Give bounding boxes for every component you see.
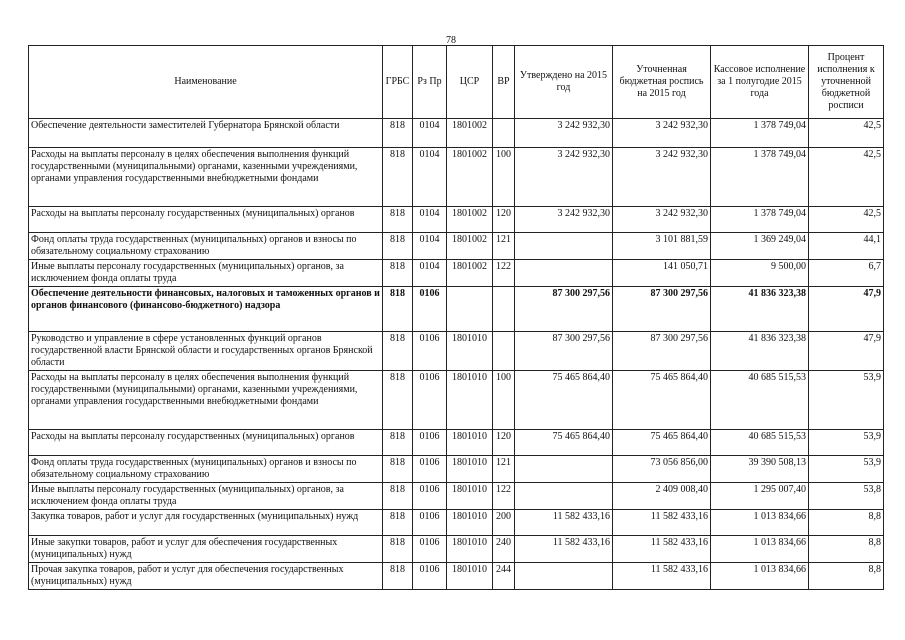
cell-percent: 53,9 bbox=[809, 456, 884, 483]
cell-approved: 11 582 433,16 bbox=[515, 536, 613, 563]
cell-vr: 240 bbox=[493, 536, 515, 563]
cell-grbs: 818 bbox=[383, 148, 413, 207]
table-row bbox=[29, 119, 884, 148]
cell-rzpr: 0104 bbox=[413, 207, 447, 233]
cell-csr: 1801010 bbox=[447, 563, 493, 590]
cell-csr: 1801002 bbox=[447, 148, 493, 207]
budget-table bbox=[28, 45, 884, 590]
cell-refined: 2 409 008,40 bbox=[613, 483, 711, 510]
table-row bbox=[29, 332, 884, 371]
cell-refined: 87 300 297,56 bbox=[613, 287, 711, 332]
cell-rzpr: 0104 bbox=[413, 148, 447, 207]
cell-approved: 87 300 297,56 bbox=[515, 287, 613, 332]
cell-cash: 40 685 515,53 bbox=[711, 371, 809, 430]
cell-name: Руководство и управление в сфере установленных функций органов государственной власти Брянской области и государственных органов Брянской области bbox=[29, 332, 383, 371]
table-row bbox=[29, 510, 884, 536]
cell-percent: 8,8 bbox=[809, 563, 884, 590]
cell-vr: 100 bbox=[493, 148, 515, 207]
cell-refined: 3 242 932,30 bbox=[613, 207, 711, 233]
cell-refined: 75 465 864,40 bbox=[613, 371, 711, 430]
cell-grbs: 818 bbox=[383, 430, 413, 456]
cell-csr: 1801002 bbox=[447, 207, 493, 233]
cell-refined: 3 242 932,30 bbox=[613, 148, 711, 207]
cell-refined: 3 242 932,30 bbox=[613, 119, 711, 148]
cell-rzpr: 0106 bbox=[413, 510, 447, 536]
cell-grbs: 818 bbox=[383, 332, 413, 371]
cell-grbs: 818 bbox=[383, 287, 413, 332]
cell-csr: 1801002 bbox=[447, 119, 493, 148]
cell-name: Фонд оплаты труда государственных (муниципальных) органов и взносы по обязательному социальному страхованию bbox=[29, 233, 383, 260]
cell-approved: 3 242 932,30 bbox=[515, 207, 613, 233]
header-row bbox=[29, 46, 884, 119]
cell-grbs: 818 bbox=[383, 260, 413, 287]
cell-csr: 1801002 bbox=[447, 233, 493, 260]
header-name: Наименование bbox=[29, 46, 383, 119]
cell-rzpr: 0106 bbox=[413, 456, 447, 483]
cell-refined: 141 050,71 bbox=[613, 260, 711, 287]
cell-rzpr: 0106 bbox=[413, 483, 447, 510]
cell-cash: 1 295 007,40 bbox=[711, 483, 809, 510]
cell-percent: 8,8 bbox=[809, 536, 884, 563]
cell-cash: 9 500,00 bbox=[711, 260, 809, 287]
cell-rzpr: 0106 bbox=[413, 371, 447, 430]
table-row bbox=[29, 483, 884, 510]
table-row bbox=[29, 456, 884, 483]
cell-rzpr: 0104 bbox=[413, 260, 447, 287]
cell-refined: 11 582 433,16 bbox=[613, 536, 711, 563]
header-grbs: ГРБС bbox=[383, 46, 413, 119]
cell-vr: 121 bbox=[493, 456, 515, 483]
cell-csr: 1801002 bbox=[447, 260, 493, 287]
cell-approved: 75 465 864,40 bbox=[515, 430, 613, 456]
cell-name: Обеспечение деятельности заместителей Губернатора Брянской области bbox=[29, 119, 383, 148]
cell-csr: 1801010 bbox=[447, 430, 493, 456]
cell-percent: 53,9 bbox=[809, 430, 884, 456]
cell-percent: 42,5 bbox=[809, 148, 884, 207]
cell-grbs: 818 bbox=[383, 371, 413, 430]
cell-percent: 53,8 bbox=[809, 483, 884, 510]
cell-cash: 1 378 749,04 bbox=[711, 119, 809, 148]
cell-vr bbox=[493, 332, 515, 371]
cell-percent: 8,8 bbox=[809, 510, 884, 536]
cell-approved: 11 582 433,16 bbox=[515, 510, 613, 536]
cell-vr: 200 bbox=[493, 510, 515, 536]
table-row bbox=[29, 287, 884, 332]
cell-rzpr: 0106 bbox=[413, 563, 447, 590]
header-cash: Кассовое исполнение за 1 полугодие 2015 года bbox=[711, 46, 809, 119]
cell-percent: 44,1 bbox=[809, 233, 884, 260]
cell-grbs: 818 bbox=[383, 119, 413, 148]
cell-approved: 87 300 297,56 bbox=[515, 332, 613, 371]
table-row bbox=[29, 207, 884, 233]
cell-grbs: 818 bbox=[383, 536, 413, 563]
cell-cash: 1 013 834,66 bbox=[711, 536, 809, 563]
cell-vr: 122 bbox=[493, 483, 515, 510]
cell-vr: 100 bbox=[493, 371, 515, 430]
cell-vr: 122 bbox=[493, 260, 515, 287]
cell-percent: 47,9 bbox=[809, 287, 884, 332]
cell-cash: 41 836 323,38 bbox=[711, 287, 809, 332]
cell-csr: 1801010 bbox=[447, 510, 493, 536]
cell-cash: 41 836 323,38 bbox=[711, 332, 809, 371]
cell-rzpr: 0106 bbox=[413, 430, 447, 456]
cell-cash: 40 685 515,53 bbox=[711, 430, 809, 456]
table-row bbox=[29, 430, 884, 456]
cell-name: Закупка товаров, работ и услуг для государственных (муниципальных) нужд bbox=[29, 510, 383, 536]
cell-grbs: 818 bbox=[383, 510, 413, 536]
page-number: 78 bbox=[446, 35, 456, 46]
header-vr: ВР bbox=[493, 46, 515, 119]
cell-grbs: 818 bbox=[383, 563, 413, 590]
cell-csr: 1801010 bbox=[447, 332, 493, 371]
header-percent: Процент исполнения к уточненной бюджетной росписи bbox=[809, 46, 884, 119]
cell-rzpr: 0106 bbox=[413, 536, 447, 563]
header-refined: Уточненная бюджетная роспись на 2015 год bbox=[613, 46, 711, 119]
cell-csr: 1801010 bbox=[447, 456, 493, 483]
cell-name: Расходы на выплаты персоналу государственных (муниципальных) органов bbox=[29, 207, 383, 233]
cell-rzpr: 0106 bbox=[413, 332, 447, 371]
header-csr: ЦСР bbox=[447, 46, 493, 119]
table-row bbox=[29, 563, 884, 590]
cell-refined: 3 101 881,59 bbox=[613, 233, 711, 260]
cell-refined: 73 056 856,00 bbox=[613, 456, 711, 483]
cell-vr bbox=[493, 287, 515, 332]
cell-percent: 42,5 bbox=[809, 119, 884, 148]
cell-approved bbox=[515, 233, 613, 260]
cell-name: Расходы на выплаты персоналу государственных (муниципальных) органов bbox=[29, 430, 383, 456]
cell-cash: 39 390 508,13 bbox=[711, 456, 809, 483]
cell-refined: 87 300 297,56 bbox=[613, 332, 711, 371]
cell-csr: 1801010 bbox=[447, 371, 493, 430]
cell-approved: 3 242 932,30 bbox=[515, 148, 613, 207]
cell-rzpr: 0104 bbox=[413, 119, 447, 148]
cell-approved: 3 242 932,30 bbox=[515, 119, 613, 148]
cell-vr: 120 bbox=[493, 207, 515, 233]
cell-vr: 244 bbox=[493, 563, 515, 590]
cell-cash: 1 013 834,66 bbox=[711, 510, 809, 536]
cell-approved bbox=[515, 483, 613, 510]
cell-approved: 75 465 864,40 bbox=[515, 371, 613, 430]
cell-csr: 1801010 bbox=[447, 536, 493, 563]
cell-approved bbox=[515, 456, 613, 483]
table-row bbox=[29, 536, 884, 563]
cell-rzpr: 0106 bbox=[413, 287, 447, 332]
cell-grbs: 818 bbox=[383, 483, 413, 510]
cell-csr: 1801010 bbox=[447, 483, 493, 510]
cell-vr bbox=[493, 119, 515, 148]
cell-name: Расходы на выплаты персоналу в целях обеспечения выполнения функций государственными (муниципальными) органами, казенными учреждениями, органами управления государственными внебюджетными фондами bbox=[29, 371, 383, 430]
cell-percent: 53,9 bbox=[809, 371, 884, 430]
cell-refined: 11 582 433,16 bbox=[613, 563, 711, 590]
cell-refined: 11 582 433,16 bbox=[613, 510, 711, 536]
cell-cash: 1 013 834,66 bbox=[711, 563, 809, 590]
cell-percent: 42,5 bbox=[809, 207, 884, 233]
cell-grbs: 818 bbox=[383, 233, 413, 260]
table-row bbox=[29, 371, 884, 430]
cell-name: Расходы на выплаты персоналу в целях обеспечения выполнения функций государственными (муниципальными) органами, казенными учреждениями, органами управления государственными внебюджетными фондами bbox=[29, 148, 383, 207]
cell-name: Иные выплаты персоналу государственных (муниципальных) органов, за исключением фонда оплаты труда bbox=[29, 260, 383, 287]
cell-cash: 1 369 249,04 bbox=[711, 233, 809, 260]
cell-name: Прочая закупка товаров, работ и услуг для обеспечения государственных (муниципальных) нужд bbox=[29, 563, 383, 590]
cell-percent: 6,7 bbox=[809, 260, 884, 287]
cell-rzpr: 0104 bbox=[413, 233, 447, 260]
cell-vr: 121 bbox=[493, 233, 515, 260]
cell-name: Обеспечение деятельности финансовых, налоговых и таможенных органов и органов финансового (финансово-бюджетного) надзора bbox=[29, 287, 383, 332]
table-row bbox=[29, 233, 884, 260]
cell-name: Иные закупки товаров, работ и услуг для обеспечения государственных (муниципальных) нужд bbox=[29, 536, 383, 563]
cell-approved bbox=[515, 563, 613, 590]
table-row bbox=[29, 260, 884, 287]
cell-cash: 1 378 749,04 bbox=[711, 148, 809, 207]
table-row bbox=[29, 148, 884, 207]
header-approved: Утверждено на 2015 год bbox=[515, 46, 613, 119]
cell-approved bbox=[515, 260, 613, 287]
cell-percent: 47,9 bbox=[809, 332, 884, 371]
cell-grbs: 818 bbox=[383, 456, 413, 483]
cell-name: Иные выплаты персоналу государственных (муниципальных) органов, за исключением фонда оплаты труда bbox=[29, 483, 383, 510]
cell-vr: 120 bbox=[493, 430, 515, 456]
cell-name: Фонд оплаты труда государственных (муниципальных) органов и взносы по обязательному социальному страхованию bbox=[29, 456, 383, 483]
cell-refined: 75 465 864,40 bbox=[613, 430, 711, 456]
cell-cash: 1 378 749,04 bbox=[711, 207, 809, 233]
cell-grbs: 818 bbox=[383, 207, 413, 233]
cell-csr bbox=[447, 287, 493, 332]
header-rzpr: Рз Пр bbox=[413, 46, 447, 119]
